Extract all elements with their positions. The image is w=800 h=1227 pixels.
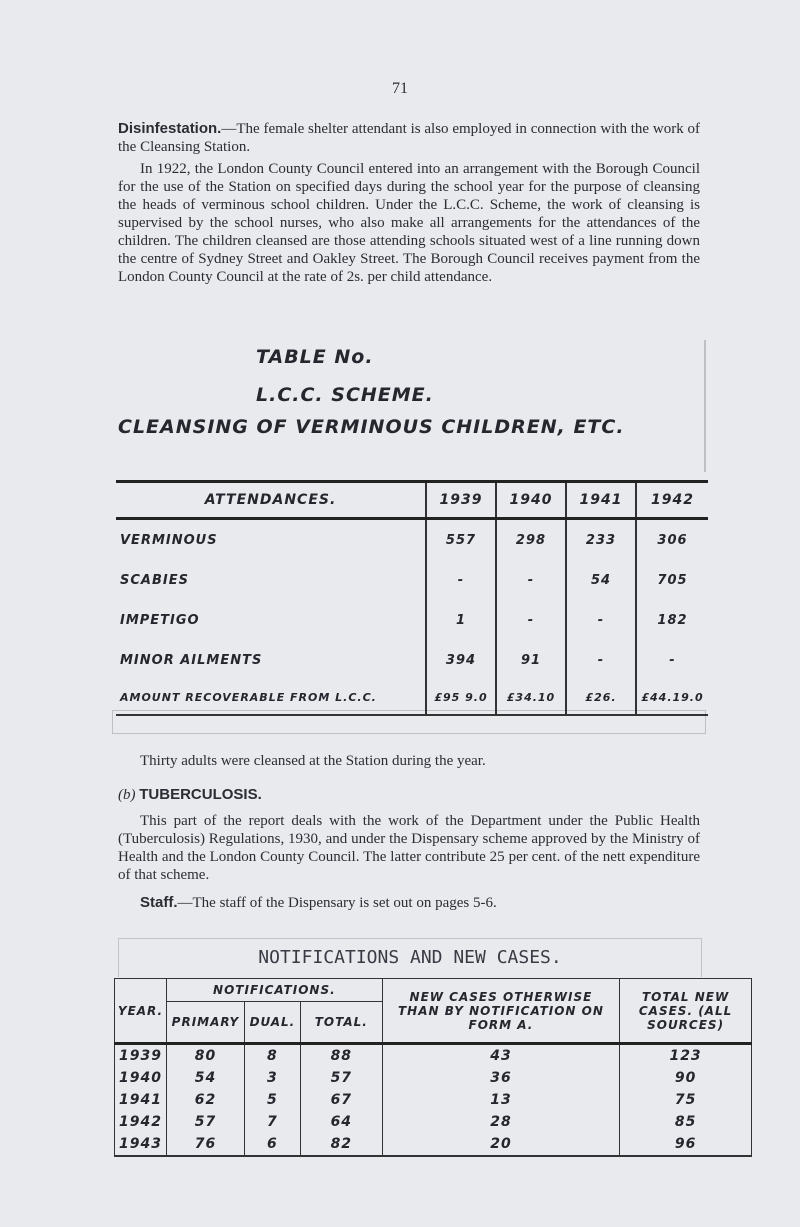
- table-cell: 306: [636, 519, 708, 561]
- table-cell: 75: [620, 1089, 752, 1111]
- disinfestation-paragraph: [118, 120, 700, 156]
- row-label: MINOR AILMENTS: [120, 652, 263, 668]
- table-cell: 64: [300, 1111, 382, 1133]
- lcc-header-row: [116, 482, 708, 519]
- table-cell: 5: [244, 1089, 300, 1111]
- page-number: 71: [392, 80, 408, 97]
- table-edge-line: [704, 340, 706, 472]
- table-row: [116, 519, 708, 561]
- table-cell: 57: [300, 1067, 382, 1089]
- staff-heading: Staff.: [140, 894, 178, 911]
- table-row: [116, 560, 708, 600]
- table-cell: 85: [620, 1111, 752, 1133]
- table-cell: £44.19.0: [636, 680, 708, 715]
- year-cell: 1943: [115, 1133, 167, 1156]
- staff-text: —The staff of the Dispensary is set out on pages 5-6.: [177, 895, 497, 911]
- row-label: AMOUNT RECOVERABLE FROM L.C.C.: [116, 680, 426, 715]
- table-cell: 394: [426, 640, 496, 680]
- table-row: [116, 680, 708, 715]
- table-cell: 80: [166, 1044, 244, 1068]
- tuberculosis-heading-prefix: (b): [118, 787, 136, 803]
- table-row: [115, 1067, 752, 1089]
- table-row: [115, 1044, 752, 1068]
- table-cell: 1: [426, 600, 496, 640]
- table-cell: 233: [566, 519, 636, 561]
- col-new-cases-header: NEW CASES OTHERWISE THAN BY NOTIFICATION ON FORM A.: [382, 979, 619, 1044]
- table-cell: 76: [166, 1133, 244, 1156]
- table-cell: 20: [382, 1133, 619, 1156]
- table-row: [116, 600, 708, 640]
- lcc-scheme-table-block: [112, 340, 708, 735]
- table-cell: 36: [382, 1067, 619, 1089]
- lcc-header-year: 1942: [636, 482, 708, 519]
- col-total-new-header: TOTAL NEW CASES. (ALL SOURCES): [620, 979, 752, 1044]
- notifications-table-title: NOTIFICATIONS AND NEW CASES.: [118, 938, 702, 977]
- col-dual-header: DUAL.: [244, 1002, 300, 1044]
- row-label: VERMINOUS: [120, 532, 218, 548]
- table-cell: -: [496, 600, 566, 640]
- lcc-attendances-table: [116, 480, 708, 716]
- tuberculosis-paragraph: This part of the report deals with the work of the Department under the Public Health (Tuberculosis) Regulations, 1930, and under the Dispensary scheme approved by the Ministry of Health and the London County Council. The latter contribute 25 per cent. of the nett expenditure of that scheme.: [118, 813, 700, 883]
- table-cell: 123: [620, 1044, 752, 1068]
- table-cell: 13: [382, 1089, 619, 1111]
- table-cell: 6: [244, 1133, 300, 1156]
- table-cell: 62: [166, 1089, 244, 1111]
- table-cell: -: [566, 600, 636, 640]
- lcc-table-title-scheme: L.C.C. SCHEME.: [256, 384, 434, 406]
- table-cell: 28: [382, 1111, 619, 1133]
- col-notifications-header: NOTIFICATIONS.: [166, 979, 382, 1002]
- table-cell: 88: [300, 1044, 382, 1068]
- table-cell: -: [566, 640, 636, 680]
- col-year-header: YEAR.: [115, 979, 167, 1044]
- year-cell: 1941: [115, 1089, 167, 1111]
- notifications-header-row: [115, 979, 752, 1002]
- table-cell: 57: [166, 1111, 244, 1133]
- disinfestation-heading: Disinfestation.: [118, 120, 222, 137]
- lcc-table-title-number: TABLE No.: [256, 346, 374, 368]
- row-label: SCABIES: [120, 572, 189, 588]
- table-cell: -: [636, 640, 708, 680]
- lcc-scheme-paragraph: In 1922, the London County Council entered into an arrangement with the Borough Council for the use of the Station on specified days during the school year for the purpose of cleansing the heads of verminous school children. Under the L.C.C. Scheme, the work of cleansing is supervised by the school nurses, who also make all arrangements for the attendances of the children. The children cleansed are those attending schools situated west of a line running down the centre of Sydney Street and Oakley Street. The Borough Council receives payment from the London County Council at the rate of 2s. per child attendance.: [118, 161, 700, 285]
- table-cell: 54: [166, 1067, 244, 1089]
- table-cell: 91: [496, 640, 566, 680]
- table-cell: 182: [636, 600, 708, 640]
- adults-cleansed-text: Thirty adults were cleansed at the Station during the year.: [140, 753, 486, 769]
- tuberculosis-heading: [118, 786, 700, 804]
- table-cell: 90: [620, 1067, 752, 1089]
- table-cell: 557: [426, 519, 496, 561]
- table-row: [115, 1089, 752, 1111]
- year-cell: 1940: [115, 1067, 167, 1089]
- table-row: [115, 1111, 752, 1133]
- table-cell: £34.10: [496, 680, 566, 715]
- col-primary-header: PRIMARY: [166, 1002, 244, 1044]
- disinfestation-text-1: —The female shelter attendant is also employed in connection with the work of the Cleansing Station.: [118, 121, 700, 155]
- year-cell: 1939: [115, 1044, 167, 1068]
- table-cell: 43: [382, 1044, 619, 1068]
- table-row: [116, 640, 708, 680]
- table-cell: £95 9.0: [426, 680, 496, 715]
- table-row: [115, 1133, 752, 1156]
- year-cell: 1942: [115, 1111, 167, 1133]
- table-cell: £26.: [566, 680, 636, 715]
- table-cell: 67: [300, 1089, 382, 1111]
- table-cell: 705: [636, 560, 708, 600]
- table-cell: 96: [620, 1133, 752, 1156]
- lcc-table-title-cleansing: CLEANSING OF VERMINOUS CHILDREN, ETC.: [118, 416, 625, 438]
- tuberculosis-heading-text: TUBERCULOSIS.: [139, 786, 262, 803]
- table-cell: 82: [300, 1133, 382, 1156]
- table-cell: 3: [244, 1067, 300, 1089]
- lcc-header-year: 1939: [426, 482, 496, 519]
- lcc-header-attendances: ATTENDANCES.: [116, 482, 426, 519]
- notifications-table: [114, 978, 752, 1157]
- table-cell: 54: [566, 560, 636, 600]
- row-label: IMPETIGO: [120, 612, 200, 628]
- table-cell: 298: [496, 519, 566, 561]
- table-cell: 8: [244, 1044, 300, 1068]
- table-cell: -: [426, 560, 496, 600]
- lcc-header-year: 1940: [496, 482, 566, 519]
- table-cell: 7: [244, 1111, 300, 1133]
- lcc-header-year: 1941: [566, 482, 636, 519]
- table-cell: -: [496, 560, 566, 600]
- staff-paragraph: [118, 894, 700, 912]
- col-total-header: TOTAL.: [300, 1002, 382, 1044]
